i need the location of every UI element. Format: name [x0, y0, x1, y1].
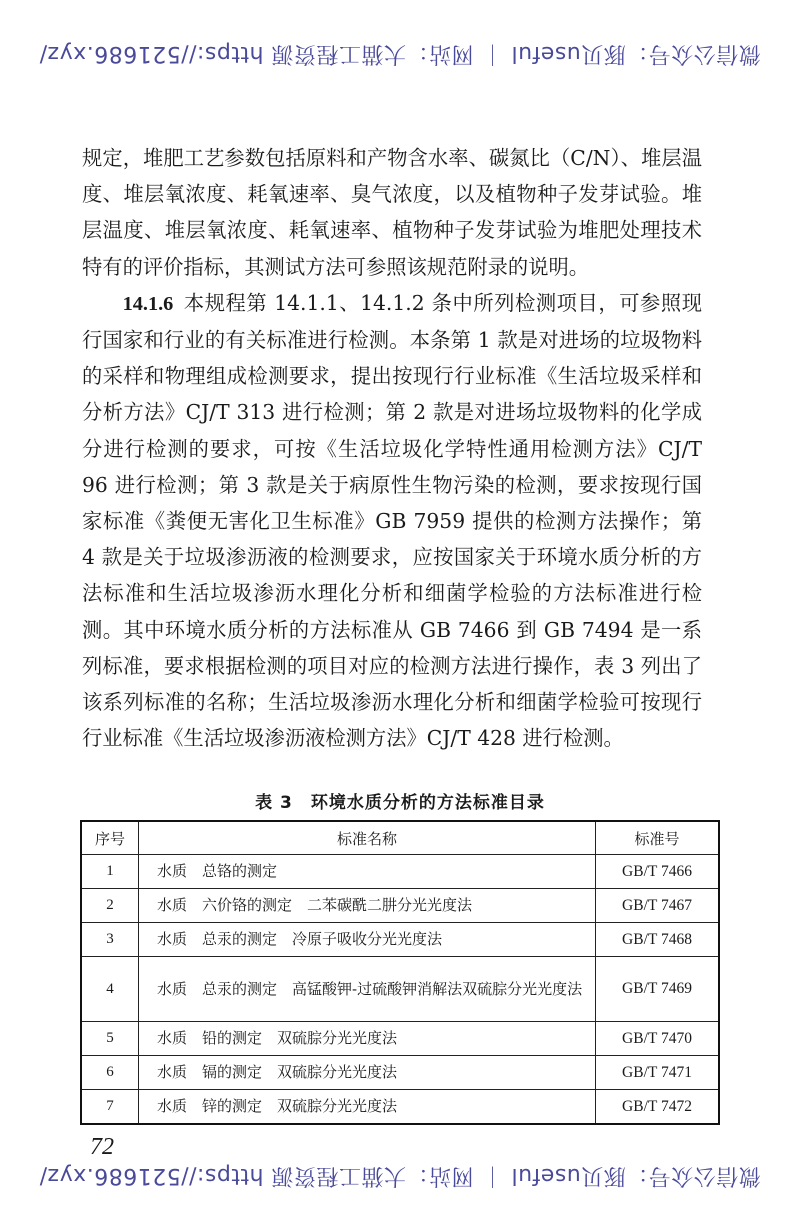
- table-row: [81, 1090, 719, 1125]
- table-header-row: [81, 821, 719, 855]
- row-standard-name: 水质 六价铬的测定 二苯碳酰二肼分光光度法: [139, 889, 596, 923]
- table-number: 表 3: [255, 793, 293, 813]
- header-standard-code: 标准号: [596, 821, 720, 855]
- watermark-bottom: 微信公众号：豚贝useful ｜ 网站：大猫工程资源 https://521686.xyz/: [39, 1163, 761, 1188]
- row-standard-code: GB/T 7469: [596, 957, 720, 1022]
- clause-number: 14.1.6: [122, 292, 174, 315]
- standards-table: [80, 820, 720, 1125]
- table-row: [81, 1056, 719, 1090]
- table-row: [81, 957, 719, 1022]
- row-standard-name: 水质 铅的测定 双硫腙分光光度法: [139, 1022, 596, 1056]
- row-standard-code: GB/T 7467: [596, 889, 720, 923]
- clause-14-1-6: [82, 285, 702, 757]
- row-serial: 1: [81, 855, 139, 889]
- header-serial: 序号: [81, 821, 139, 855]
- row-standard-code: GB/T 7468: [596, 923, 720, 957]
- row-standard-name: 水质 镉的测定 双硫腙分光光度法: [139, 1056, 596, 1090]
- row-serial: 7: [81, 1090, 139, 1125]
- table-title: 环境水质分析的方法标准目录: [310, 793, 545, 813]
- row-standard-name: 水质 总汞的测定 高锰酸钾-过硫酸钾消解法双硫腙分光光度法: [139, 957, 596, 1022]
- table-row: [81, 855, 719, 889]
- header-standard-name: 标准名称: [139, 821, 596, 855]
- paragraph-continued: 规定，堆肥工艺参数包括原料和产物含水率、碳氮比（C/N）、堆层温度、堆层氧浓度、耗氧速率、臭气浓度，以及植物种子发芽试验。堆层温度、堆层氧浓度、耗氧速率、植物种子发芽试验为堆肥处理技术特有的评价指标，其测试方法可参照该规范附录的说明。: [82, 146, 702, 279]
- row-serial: 3: [81, 923, 139, 957]
- row-standard-code: GB/T 7471: [596, 1056, 720, 1090]
- row-standard-code: GB/T 7466: [596, 855, 720, 889]
- row-serial: 5: [81, 1022, 139, 1056]
- page-number: 72: [90, 1134, 114, 1160]
- body-text: [82, 140, 702, 756]
- row-serial: 6: [81, 1056, 139, 1090]
- table-row: [81, 889, 719, 923]
- clause-text: 本规程第 14.1.1、14.1.2 条中所列检测项目，可参照现行国家和行业的有关标准进行检测。本条第 1 款是对进场的垃圾物料的采样和物理组成检测要求，提出按现行行业标准《生活垃圾采样和分析方法》CJ/T 313 进行检测；第 2 款是对进场垃圾物料的化学成分进行检测的要求，可按《生活垃圾化学特性通用检测方法》CJ/T 96 进行检测；第 3 款是关于病原性生物污染的检测，要求按现行国家标准《粪便无害化卫生标准》GB 7959 提供的检测方法操作；第 4 款是关于垃圾渗沥液的检测要求，应按国家关于环境水质分析的方法标准和生活垃圾渗沥水理化分析和细菌学检验的方法标准进行检测。其中环境水质分析的方法标准从 GB 7466 到 GB 7494 是一系列标准，要求根据检测的项目对应的检测方法进行操作，表 3 列出了该系列标准的名称；生活垃圾渗沥水理化分析和细菌学检验可按现行行业标准《生活垃圾渗沥液检测方法》CJ/T 428 进行检测。: [82, 290, 702, 751]
- table-row: [81, 1022, 719, 1056]
- row-serial: 4: [81, 957, 139, 1022]
- row-standard-name: 水质 总铬的测定: [139, 855, 596, 889]
- table-row: [81, 923, 719, 957]
- row-standard-code: GB/T 7470: [596, 1022, 720, 1056]
- row-standard-name: 水质 锌的测定 双硫腙分光光度法: [139, 1090, 596, 1125]
- row-serial: 2: [81, 889, 139, 923]
- table-caption: [82, 788, 718, 813]
- row-standard-name: 水质 总汞的测定 冷原子吸收分光光度法: [139, 923, 596, 957]
- row-standard-code: GB/T 7472: [596, 1090, 720, 1125]
- watermark-top: 微信公众号：豚贝useful ｜ 网站：大猫工程资源 https://521686.xyz/: [39, 41, 761, 66]
